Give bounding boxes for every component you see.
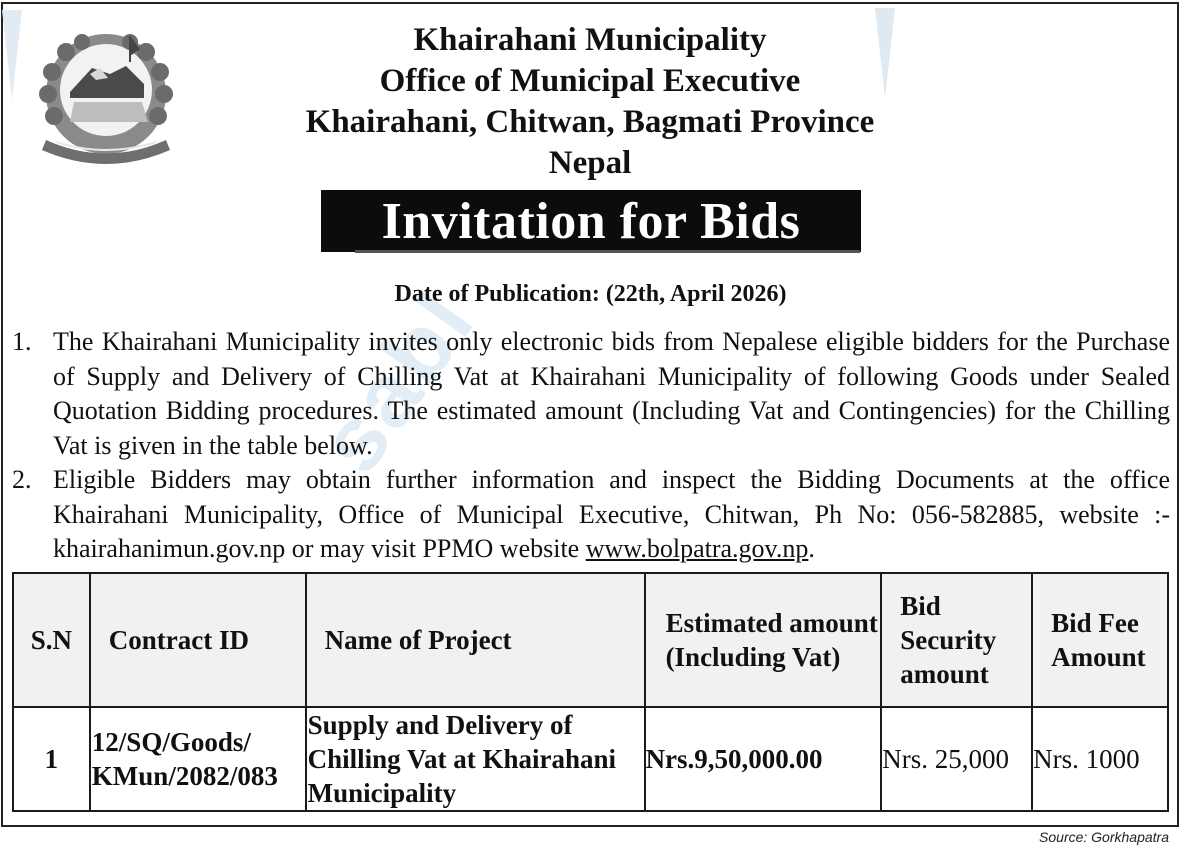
office-address: Khairahani, Chitwan, Bagmati Province	[305, 104, 875, 140]
notice-title: Invitation for Bids	[381, 192, 801, 250]
paragraph-number: 2.	[12, 465, 32, 494]
header-bid-security: Bid Security amount	[881, 573, 1032, 707]
bids-table	[12, 572, 1169, 812]
publication-date: Date of Publication: (22th, April 2026)	[394, 281, 787, 307]
cell-bid-security: Nrs. 25,000	[881, 707, 1032, 811]
watermark-text: sabl	[300, 272, 495, 491]
source-credit: Source: Gorkhapatra	[1039, 829, 1169, 845]
paragraph-number: 1.	[12, 327, 32, 356]
paragraph-text-before-link: Eligible Bidders may obtain further information and inspect the Bidding Documents at the office Khairahani Municipality, Office of Municipal Executive, Chitwan, Ph No: 056-582885, website :-khairahanimun.gov.np or may visit PPMO website	[53, 465, 1170, 563]
office-name: Office of Municipal Executive	[379, 63, 801, 99]
cell-estimated-amount: Nrs.9,50,000.00	[645, 707, 882, 811]
cell-contract-id: 12/SQ/Goods/ KMun/2082/083	[90, 707, 306, 811]
table-row	[13, 707, 1168, 811]
cell-project-name: Supply and Delivery of Chilling Vat at Khairahani Municipality	[306, 707, 645, 811]
paragraph-text: The Khairahani Municipality invites only electronic bids from Nepalese eligible bidders for the Purchase of Supply and Delivery of Chilling Vat at Khairahani Municipality of following Goods under Sealed Quotation Bidding procedures. The estimated amount (Including Vat and Contingencies) for the Chilling Vat is given in the table below.	[53, 327, 1170, 460]
header-project-name: Name of Project	[306, 573, 645, 707]
paragraph-text	[12, 463, 1170, 567]
table-header-row	[13, 573, 1168, 707]
cell-sn: 1	[13, 707, 90, 811]
cell-bid-fee: Nrs. 1000	[1032, 707, 1168, 811]
paragraph-1	[12, 325, 1170, 463]
notice-header	[250, 20, 930, 184]
header-estimated-amount: Estimated amount (Including Vat)	[645, 573, 882, 707]
header-bid-fee: Bid Fee Amount	[1032, 573, 1168, 707]
bolpatra-link[interactable]: www.bolpatra.gov.np	[585, 534, 809, 563]
header-contract-id: Contract ID	[90, 573, 306, 707]
country-name: Nepal	[548, 145, 632, 181]
nepal-government-emblem-icon	[30, 22, 182, 167]
header-sn: S.N	[13, 573, 90, 707]
paragraph-text-after-link: .	[808, 534, 815, 563]
municipality-name: Khairahani Municipality	[413, 22, 767, 58]
paragraph-2	[12, 463, 1170, 567]
title-underline-shadow	[355, 250, 860, 253]
notice-title-bar	[321, 190, 861, 252]
